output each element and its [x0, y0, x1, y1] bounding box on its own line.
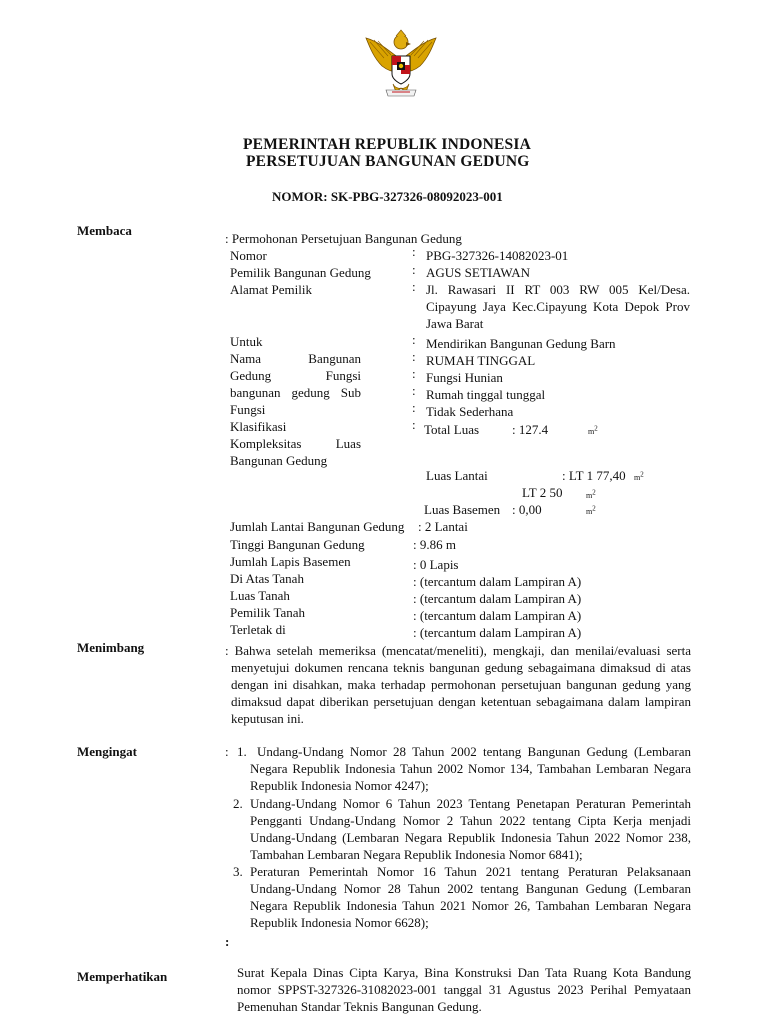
nomor-label: Nomor [230, 248, 267, 263]
untuk-label: Untuk [230, 334, 263, 349]
section-label-mengingat: Mengingat [77, 744, 137, 759]
jumlah-lantai-value: : 2 Lantai [418, 519, 468, 534]
list-item-line: Tambahan Lembaran Negara Republik Indonesia Nomor 6841); [250, 847, 583, 862]
luas-lantai-label: Luas Lantai [426, 468, 488, 483]
alamat-label: Alamat Pemilik [230, 282, 312, 297]
colon-mark: : [412, 417, 416, 432]
fungsi-value: Fungsi Hunian [426, 370, 503, 385]
luas-lantai-value: : LT 1 77,40 [562, 468, 626, 483]
pemilik-tanah-label: Pemilik Tanah [230, 605, 306, 620]
list-item-line: Negara Republik Indonesia Tahun 2021 Nomor 26, Tambahan Lembaran Negara [250, 898, 691, 913]
list-item-line: Undang-Undang (Lembaran Negara Republik Indonesia Tahun 2022 Nomor 238, [250, 830, 691, 845]
tinggi-value: : 9.86 m [413, 537, 456, 552]
list-number: 2. [233, 796, 243, 811]
memperhatikan-line: Surat Kepala Dinas Cipta Karya, Bina Konstruksi Dan Tata Ruang Kota Bandung [237, 965, 691, 980]
unit-m: $m^2$ [586, 504, 596, 516]
luas-tanah-label: Luas Tanah [230, 588, 290, 603]
pemilik-tanah-value: : (tercantum dalam Lampiran A) [413, 608, 582, 623]
page-title: PEMERINTAH REPUBLIK INDONESIA [243, 136, 531, 153]
di-atas-tanah-label: Di Atas Tanah [230, 571, 304, 586]
menimbang-line: keputusan ini. [231, 711, 304, 726]
nama-value: RUMAH TINGGAL [426, 353, 536, 368]
colon-mark: : [412, 349, 416, 364]
total-luas-value: : 127.4 [512, 422, 549, 437]
unit-m: $m^2$ [588, 424, 598, 436]
page-subtitle: PERSETUJUAN BANGUNAN GEDUNG [246, 153, 530, 170]
di-atas-tanah-value: : (tercantum dalam Lampiran A) [413, 574, 582, 589]
colon-mark: : [412, 400, 416, 415]
luas-basemen-value: : 0,00 [512, 502, 542, 517]
luas-tanah-value: : (tercantum dalam Lampiran A) [413, 591, 582, 606]
colon-mark: : [412, 279, 416, 294]
list-number: 1. [237, 744, 247, 759]
menimbang-line: menyetujui dokumen rencana teknis bangunan gedung sebagaimana dimaksud di atas [231, 660, 691, 675]
list-item-line: Republik Indonesia Nomor 4247); [250, 778, 429, 793]
pemilik-value: AGUS SETIAWAN [426, 265, 531, 280]
list-item-line: Negara Republik Indonesia Tahun 2002 Nomor 134, Tambahan Lembaran Negara [250, 761, 691, 776]
lt2-value: LT 2 50 [522, 485, 563, 500]
alamat-value-line3: Jawa Barat [426, 316, 484, 331]
membaca-intro: : Permohonan Persetujuan Bangunan Gedung [225, 231, 462, 246]
trailing-colon: : [225, 934, 230, 949]
bangunan-gedung-label: Bangunan Gedung [230, 453, 328, 468]
total-luas-label: Total Luas [424, 422, 480, 437]
list-item-line: Republik Indonesia Nomor 6628); [250, 915, 429, 930]
colon-mark: : [412, 244, 416, 259]
colon-mark: : [412, 262, 416, 277]
fungsi-label: Fungsi [230, 402, 266, 417]
menimbang-line: : Bahwa setelah memeriksa (mencatat/meneliti), mengkaji, dan menilai/evaluasi serta [225, 643, 691, 658]
unit-m: $m^2$ [634, 470, 644, 482]
sub-fungsi-label: bangunan gedung Sub [230, 385, 361, 400]
section-label-menimbang: Menimbang [77, 640, 145, 655]
menimbang-line: dengan ini disahkan, maka terhadap permohonan persetujuan bangunan gedung yang [231, 677, 691, 692]
list-item-line: Undang-Undang Nomor 6 Tahun 2023 Tentang Penetapan Peraturan Pemerintah [250, 796, 691, 811]
section-label-membaca: Membaca [77, 223, 132, 238]
basemen-value: : 0 Lapis [413, 557, 459, 572]
list-item-line: Undang-Undang Nomor 28 Tahun 2002 tentang Bangunan Gedung (Lembaran [250, 881, 691, 896]
garuda-emblem [362, 28, 440, 104]
section-label-memperhatikan: Memperhatikan [77, 969, 168, 984]
unit-m: $m^2$ [586, 488, 596, 500]
memperhatikan-line: Pemenuhan Standar Teknis Bangunan Gedung. [237, 999, 482, 1014]
gedung-fungsi-label: Gedung Fungsi [230, 368, 361, 383]
terletak-value: : (tercantum dalam Lampiran A) [413, 625, 582, 640]
kompleksitas-label: Kompleksitas Luas [230, 436, 361, 451]
luas-basemen-label: Luas Basemen [424, 502, 501, 517]
klasifikasi-value: Tidak Sederhana [426, 404, 514, 419]
document-number: NOMOR: SK-PBG-327326-08092023-001 [272, 189, 503, 204]
colon-mark: : [412, 366, 416, 381]
untuk-value: Mendirikan Bangunan Gedung Barn [426, 336, 616, 351]
menimbang-line: dimaksud dapat diberikan persetujuan dengan ketentuan sebagaimana dalam lampiran [231, 694, 691, 709]
subfungsi-value: Rumah tinggal tunggal [426, 387, 546, 402]
pemilik-label: Pemilik Bangunan Gedung [230, 265, 371, 280]
colon-mark: : [412, 383, 416, 398]
alamat-value-line2: Cipayung Jaya Kec.Cipayung Kota Depok Prov [426, 299, 690, 314]
list-item-line: Undang-Undang Nomor 28 Tahun 2002 tentang Bangunan Gedung (Lembaran [257, 744, 691, 759]
memperhatikan-line: nomor SPPST-327326-31082023-001 tanggal 31 Agustus 2023 Perihal Pemyataan [237, 982, 691, 997]
colon-mark: : [412, 332, 416, 347]
jumlah-lantai-label: Jumlah Lantai Bangunan Gedung [230, 519, 405, 534]
klasifikasi-label: Klasifikasi [230, 419, 287, 434]
list-item-line: Pengganti Undang-Undang Nomor 2 Tahun 2022 tentang Cipta Kerja menjadi [250, 813, 691, 828]
alamat-value-line1: Jl. Rawasari II RT 003 RW 005 Kel/Desa. [426, 282, 690, 297]
basemen-label: Jumlah Lapis Basemen [230, 554, 351, 569]
nomor-value: PBG-327326-14082023-01 [426, 248, 569, 263]
nama-label: Nama Bangunan [230, 351, 361, 366]
list-number: 3. [233, 864, 243, 879]
list-item-line: Peraturan Pemerintah Nomor 16 Tahun 2021 tentang Peraturan Pelaksanaan [250, 864, 691, 879]
mengingat-colon: : [225, 744, 229, 759]
tinggi-label: Tinggi Bangunan Gedung [230, 537, 365, 552]
terletak-label: Terletak di [230, 622, 286, 637]
